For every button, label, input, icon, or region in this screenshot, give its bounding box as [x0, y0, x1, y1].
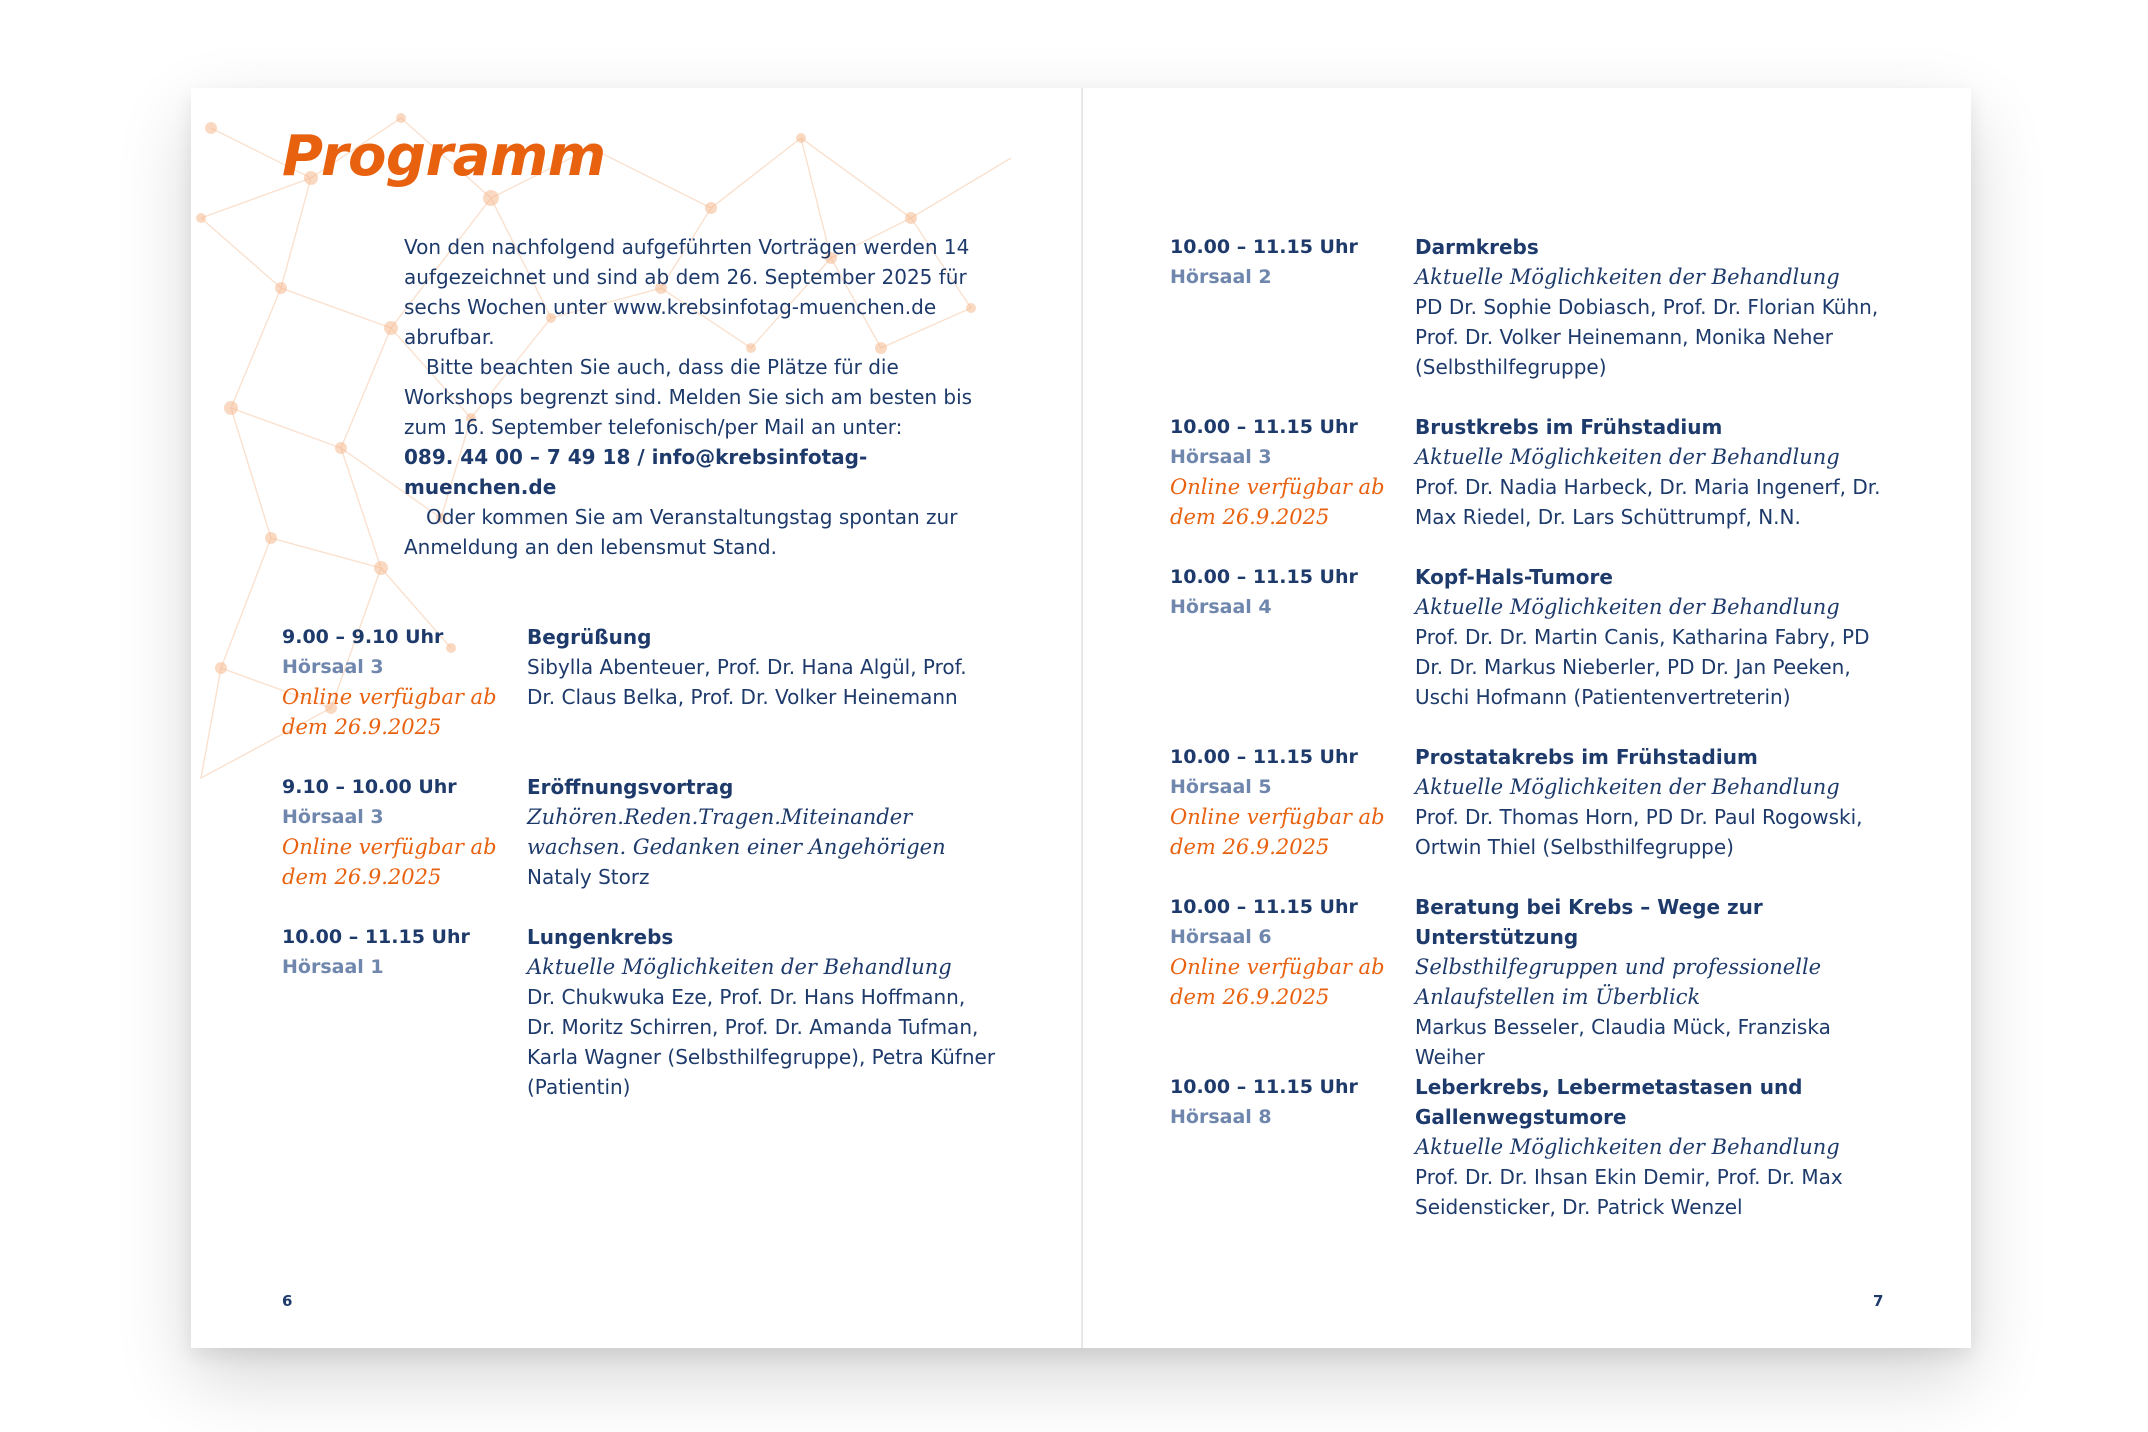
entry-time: 10.00 – 11.15 Uhr — [1170, 566, 1358, 588]
entry-subtitle: Aktuelle Möglichkeiten der Behandlung — [1415, 1135, 1840, 1159]
entry-body — [1415, 742, 1895, 862]
entry-time: 9.10 – 10.00 Uhr — [282, 776, 457, 798]
entry-title: Beratung bei Krebs – Wege zur Unterstützung — [1415, 895, 1763, 949]
entry-online-note: Online verfügbar ab dem 26.9.2025 — [1170, 475, 1385, 529]
entry-subtitle: Selbsthilfegruppen und professionelle Anlaufstellen im Überblick — [1415, 955, 1822, 1009]
entry-meta — [1170, 892, 1410, 1012]
entry-room: Hörsaal 1 — [282, 956, 384, 978]
intro-paragraph-2: Bitte beachten Sie auch, dass die Plätze für die Workshops begrenzt sind. Melden Sie sich am besten bis zum 16. September telefonisch/per Mail an unter: — [404, 355, 973, 439]
entry-title: Lungenkrebs — [527, 925, 674, 949]
entry-meta — [1170, 742, 1410, 862]
entry-room: Hörsaal 3 — [282, 656, 384, 678]
entry-online-note: Online verfügbar ab dem 26.9.2025 — [282, 685, 497, 739]
entry-speakers: Prof. Dr. Dr. Ihsan Ekin Demir, Prof. Dr. Max Seidensticker, Dr. Patrick Wenzel — [1415, 1165, 1843, 1219]
entry-meta — [282, 622, 522, 742]
entry-room: Hörsaal 5 — [1170, 776, 1272, 798]
entry-speakers: Sibylla Abenteuer, Prof. Dr. Hana Algül, Prof. Dr. Claus Belka, Prof. Dr. Volker Heinemann — [527, 655, 967, 709]
entry-room: Hörsaal 8 — [1170, 1106, 1272, 1128]
entry-meta — [1170, 412, 1410, 532]
entry-subtitle: Aktuelle Möglichkeiten der Behandlung — [527, 955, 952, 979]
entry-speakers: Markus Besseler, Claudia Mück, Franziska Weiher — [1415, 1015, 1831, 1069]
entry-title: Eröffnungsvortrag — [527, 775, 734, 799]
entry-body — [527, 922, 997, 1102]
entry-title: Begrüßung — [527, 625, 652, 649]
entry-body — [527, 772, 997, 892]
entry-speakers: Nataly Storz — [527, 865, 650, 889]
page-number-right: 7 — [1873, 1292, 1884, 1310]
entry-body — [1415, 892, 1895, 1072]
entry-meta — [1170, 1072, 1410, 1132]
entry-online-note: Online verfügbar ab dem 26.9.2025 — [1170, 805, 1385, 859]
page-fold — [1081, 88, 1083, 1348]
entry-speakers: Prof. Dr. Thomas Horn, PD Dr. Paul Rogowski, Ortwin Thiel (Selbsthilfegruppe) — [1415, 805, 1863, 859]
entry-subtitle: Aktuelle Möglichkeiten der Behandlung — [1415, 595, 1840, 619]
entry-meta — [282, 922, 522, 982]
entry-body — [1415, 1072, 1895, 1222]
entry-room: Hörsaal 6 — [1170, 926, 1272, 948]
entry-speakers: Dr. Chukwuka Eze, Prof. Dr. Hans Hoffmann, Dr. Moritz Schirren, Prof. Dr. Amanda Tufman, Karla Wagner (Selbsthilfegruppe), Petra Küfner (Patientin) — [527, 985, 996, 1099]
entry-title: Kopf-Hals-Tumore — [1415, 565, 1613, 589]
entry-body — [1415, 412, 1895, 532]
entry-title: Prostatakrebs im Frühstadium — [1415, 745, 1758, 769]
entry-meta — [282, 772, 522, 892]
entry-time: 9.00 – 9.10 Uhr — [282, 626, 444, 648]
entry-room: Hörsaal 2 — [1170, 266, 1272, 288]
intro-paragraph-3: Oder kommen Sie am Veranstaltungstag spontan zur Anmeldung an den lebensmut Stand. — [404, 505, 958, 559]
intro-text — [404, 232, 994, 562]
entry-subtitle: Aktuelle Möglichkeiten der Behandlung — [1415, 775, 1840, 799]
entry-time: 10.00 – 11.15 Uhr — [1170, 1076, 1358, 1098]
entry-subtitle: Aktuelle Möglichkeiten der Behandlung — [1415, 445, 1840, 469]
entry-subtitle: Zuhören.Reden.Tragen.Miteinander wachsen. Gedanken einer Angehörigen — [527, 805, 946, 859]
entry-speakers: Prof. Dr. Dr. Martin Canis, Katharina Fabry, PD Dr. Dr. Markus Nieberler, PD Dr. Jan Peeken, Uschi Hofmann (Patientenvertreterin) — [1415, 625, 1870, 709]
intro-paragraph-1: Von den nachfolgend aufgeführten Vorträgen werden 14 aufgezeichnet und sind ab dem 26. September 2025 für sechs Wochen unter www.krebsinfotag-muenchen.de abrufbar. — [404, 235, 970, 349]
entry-title: Brustkrebs im Frühstadium — [1415, 415, 1723, 439]
entry-time: 10.00 – 11.15 Uhr — [1170, 746, 1358, 768]
entry-body — [1415, 562, 1895, 712]
entry-time: 10.00 – 11.15 Uhr — [1170, 896, 1358, 918]
entry-body — [1415, 232, 1895, 382]
entry-room: Hörsaal 3 — [282, 806, 384, 828]
entry-room: Hörsaal 3 — [1170, 446, 1272, 468]
entry-title: Leberkrebs, Lebermetastasen und Gallenwegstumore — [1415, 1075, 1803, 1129]
page-title: Programm — [282, 124, 606, 189]
entry-room: Hörsaal 4 — [1170, 596, 1272, 618]
entry-subtitle: Aktuelle Möglichkeiten der Behandlung — [1415, 265, 1840, 289]
entry-speakers: Prof. Dr. Nadia Harbeck, Dr. Maria Ingenerf, Dr. Max Riedel, Dr. Lars Schüttrumpf, N.N. — [1415, 475, 1881, 529]
entry-time: 10.00 – 11.15 Uhr — [1170, 416, 1358, 438]
entry-body — [527, 622, 997, 712]
entry-speakers: PD Dr. Sophie Dobiasch, Prof. Dr. Florian Kühn, Prof. Dr. Volker Heinemann, Monika Neher (Selbsthilfegruppe) — [1415, 295, 1879, 379]
entry-online-note: Online verfügbar ab dem 26.9.2025 — [1170, 955, 1385, 1009]
entry-time: 10.00 – 11.15 Uhr — [282, 926, 470, 948]
entry-meta — [1170, 562, 1410, 622]
entry-online-note: Online verfügbar ab dem 26.9.2025 — [282, 835, 497, 889]
page-number-left: 6 — [282, 1292, 293, 1310]
entry-time: 10.00 – 11.15 Uhr — [1170, 236, 1358, 258]
entry-meta — [1170, 232, 1410, 292]
contact-line[interactable]: 089. 44 00 – 7 49 18 / info@krebsinfotag-muenchen.de — [404, 445, 868, 499]
entry-title: Darmkrebs — [1415, 235, 1539, 259]
